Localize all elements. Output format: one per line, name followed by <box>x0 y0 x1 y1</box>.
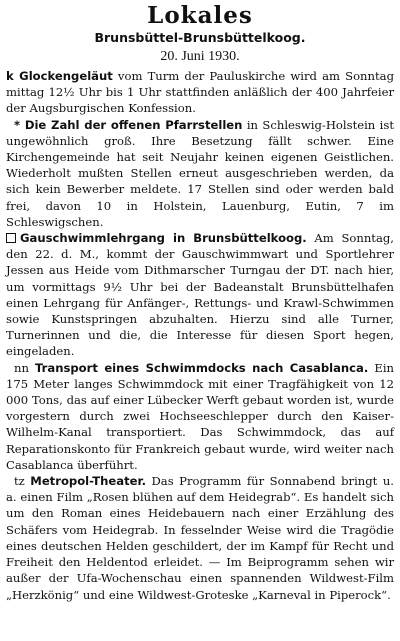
article-headline: Transport eines Schwimmdocks nach Casablanca. <box>35 360 369 375</box>
article-text: Ein 175 Meter langes Schwimmdock mit einer Tragfähigkeit von 12 000 Tons, das auf einer Lübecker Werft gebaut worden ist, wurde vorgestern durch zwei Hochseeschlepper durch den Kaiser-Wilhelm-Kanal transportiert. Das Schwimmdock, das auf Reparationskonto für Frankreich gebaut wurde, wird weiter nach Casablanca überführt. <box>6 360 395 472</box>
article-pfarrstellen <box>6 117 394 230</box>
article-gauschwimmlehrgang <box>6 230 394 360</box>
article-text: Das Programm für Sonnabend bringt u. a. einen Film „Rosen blühen auf dem Heidegrab“. Es handelt sich um den Roman eines Heidebauern nach einer Erzählung des Schäfers vom Heidegrab. In fesselnder Weise wird die Tragödie eines deutschen Helden geschildert, der im Kampf für Recht und Freiheit den Heldentod erleidet. — Im Beiprogramm sehen wir außer der Ufa-Wochenschau einen spannenden Wildwest-Film „Herzkönig“ und eine Wildwest-Groteske „Karneval in Piperock“. <box>6 474 394 602</box>
article-headline: * Die Zahl der offenen Pfarrstellen <box>14 117 243 132</box>
article-metropol-theater <box>6 473 394 603</box>
article-text: vom Turm der Pauluskirche wird am Sonntag mittag 12½ Uhr bis 1 Uhr stattfinden anläßlich der 400 Jahrfeier der Augsburgischen Konfession. <box>6 69 394 116</box>
place-heading: Brunsbüttel-Brunsbüttelkoog. <box>94 30 306 45</box>
article-signature: nn <box>14 360 36 375</box>
article-schwimmdock <box>6 360 394 473</box>
article-signature: tz <box>14 474 31 489</box>
article-glockengelaeut <box>6 68 394 117</box>
article-text: Am Sonntag, den 22. d. M., kommt der Gauschwimmwart und Sportlehrer Jessen aus Heide vom Dithmarscher Turngau der DT. nach hier, um vormittags 9½ Uhr bei der Badeanstalt Brunsbüttelhafen einen Lehrgang für Anfänger-, Rettungs- und Krawl-Schwimmen sowie Kunstspringen abzuhalten. Hierzu sind alle Turner, Turnerinnen und die, die Interesse für diesen Sport hegen, eingeladen. <box>6 231 394 359</box>
square-marker-icon <box>6 233 16 243</box>
date-line: 20. Juni 1930. <box>160 49 240 64</box>
article-headline: Metropol-Theater. <box>30 474 146 489</box>
article-headline: Gauschwimmlehrgang in Brunsbüttelkoog. <box>20 231 307 246</box>
article-text: in Schleswig-Holstein ist ungewöhnlich groß. Ihre Besetzung fällt schwer. Eine Kirchengemeinde hat seit Neujahr keinen eigenen Geistlichen. Wiederholt mußten Stellen erneut ausgeschrieben werden, da sich kein Bewerber meldete. 17 Stellen sind oder werden bald frei, davon 10 in Holstein, Lauenburg, Eutin, 7 im Schleswigschen. <box>6 117 394 229</box>
article-headline: k Glockengeläut <box>6 69 113 83</box>
section-title: Lokales <box>147 2 253 29</box>
